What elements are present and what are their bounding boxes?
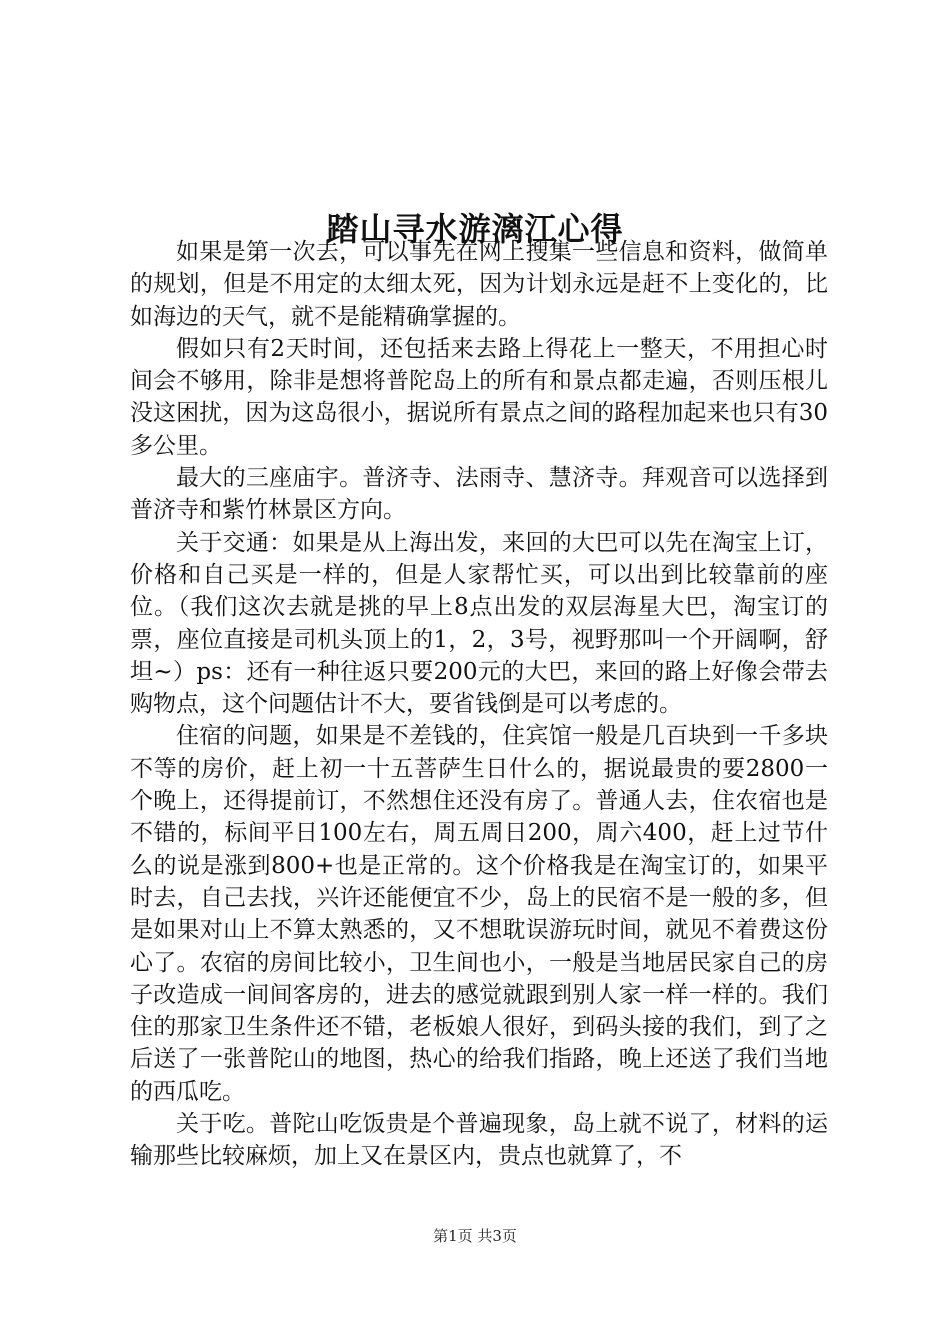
paragraph-transport: 关于交通：如果是从上海出发，来回的大巴可以先在淘宝上订，价格和自己买是一样的，但是人家帮忙买，可以出到比较靠前的座位。（我们这次去就是挑的早上8点出发的双层海星大巴，淘宝订的票，座位直接是司机头顶上的1，2，3号，视野那叫一个开阔啊，舒坦~）ps：还有一种往返只要200元的大巴，来回的路上好像会带去购物点，这个问题估计不大，要省钱倒是可以考虑的。	[130, 529, 828, 718]
paragraph-temples: 最大的三座庙宇。普济寺、法雨寺、慧济寺。拜观音可以选择到普济寺和紫竹林景区方向。	[130, 465, 828, 524]
paragraph-preparation: 如果是第一次去，可以事先在网上搜集一些信息和资料，做简单的规划，但是不用定的太细太死，因为计划永远是赶不上变化的，比如海边的天气，就不是能精确掌握的。	[130, 239, 828, 330]
page-number-footer: 第1页 共3页	[433, 1227, 517, 1245]
paragraph-food: 关于吃。普陀山吃饭贵是个普遍现象，岛上就不说了，材料的运输那些比较麻烦，加上又在景区内，贵点也就算了，不	[130, 1111, 828, 1170]
document-title: 踏山寻水游漓江心得	[326, 210, 624, 249]
document-body	[130, 236, 828, 1173]
paragraph-time: 假如只有2天时间，还包括来去路上得花上一整天，不用担心时间会不够用，除非是想将普陀岛上的所有和景点都走遍，否则压根儿没这困扰，因为这岛很小，据说所有景点之间的路程加起来也只有30多公里。	[130, 335, 828, 459]
paragraph-lodging: 住宿的问题，如果是不差钱的，住宾馆一般是几百块到一千多块不等的房价，赶上初一十五菩萨生日什么的，据说最贵的要2800一个晚上，还得提前订，不然想住还没有房了。普通人去，住农宿也是不错的，标间平日100左右，周五周日200，周六400，赶上过节什么的说是涨到800+也是正常的。这个价格我是在淘宝订的，如果平时去，自己去找，兴许还能便宜不少，岛上的民宿不是一般的多，但是如果对山上不算太熟悉的，又不想耽误游玩时间，就见不着费这份心了。农宿的房间比较小，卫生间也小，一般是当地居民家自己的房子改造成一间间客房的，进去的感觉就跟到别人家一样一样的。我们住的那家卫生条件还不错，老板娘人很好，到码头接的我们，到了之后送了一张普陀山的地图，热心的给我们指路，晚上还送了我们当地的西瓜吃。	[130, 723, 828, 1105]
